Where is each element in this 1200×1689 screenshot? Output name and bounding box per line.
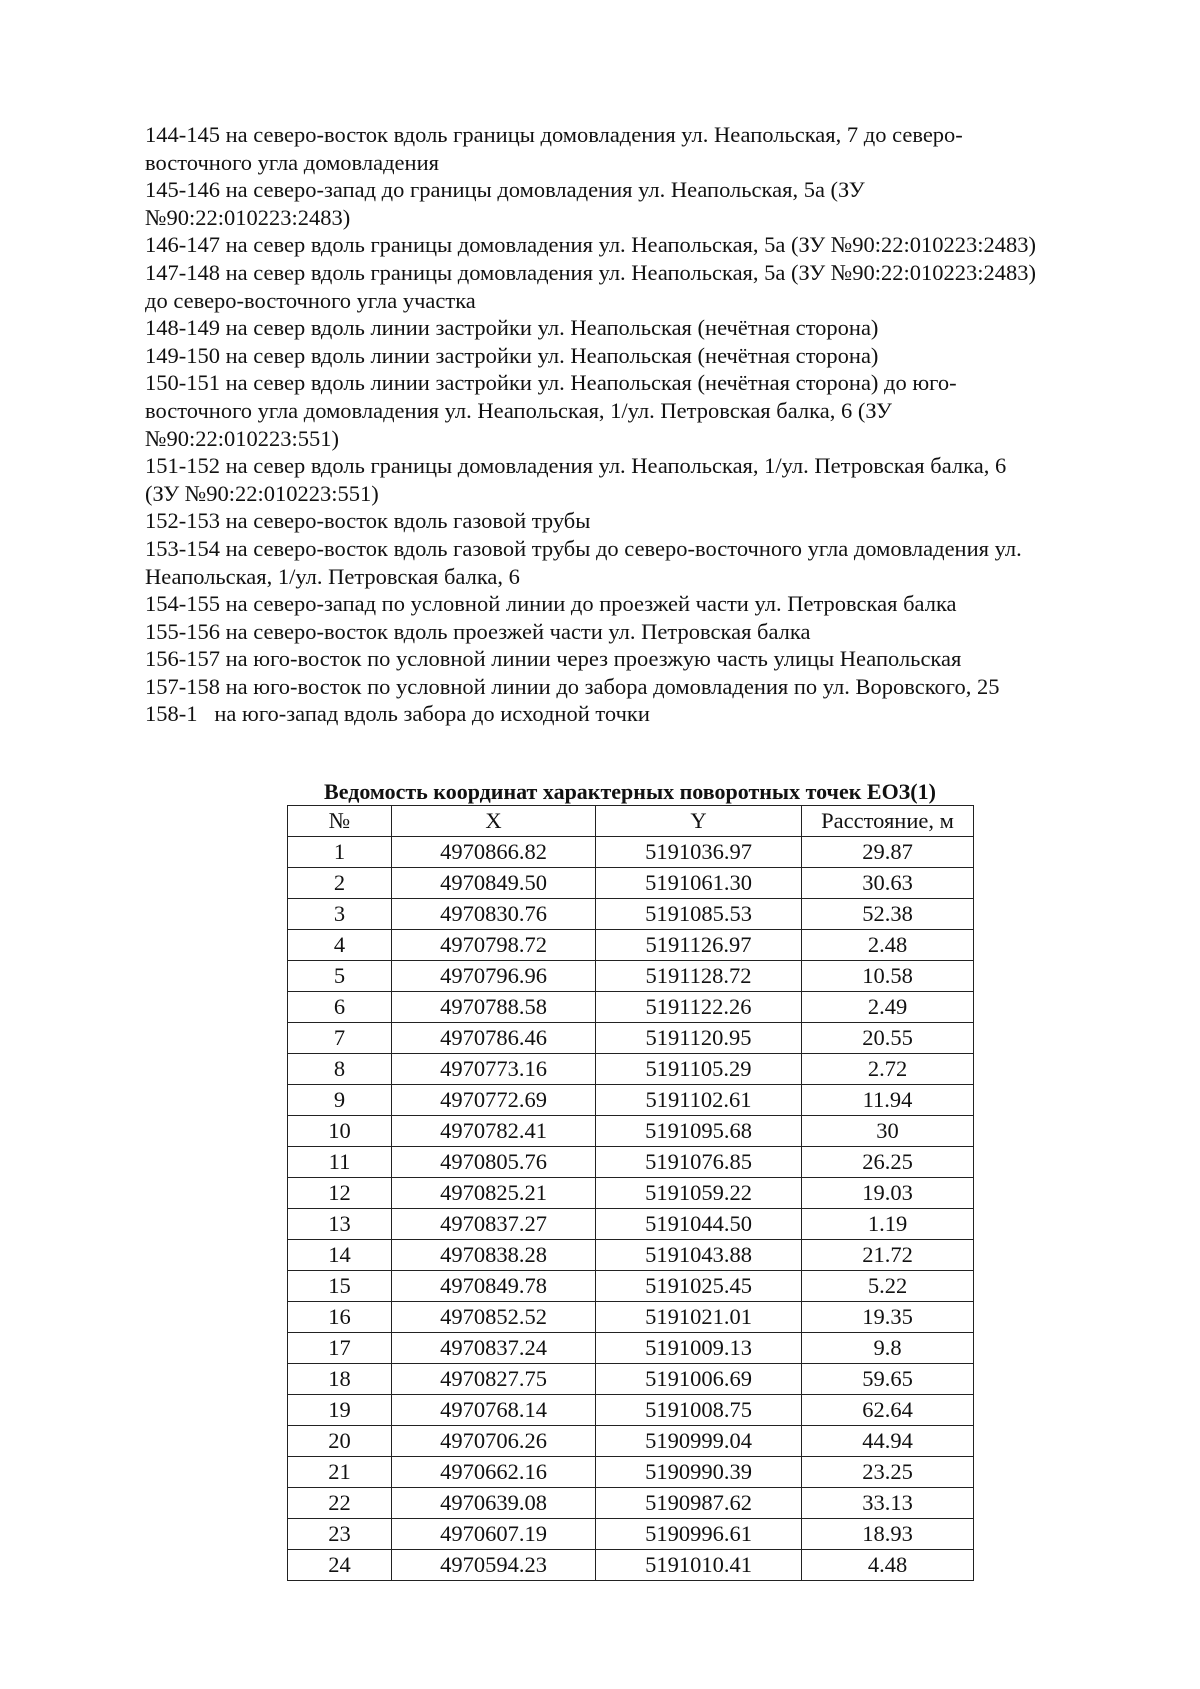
cell-number: 19 (288, 1395, 392, 1426)
cell-distance: 52.38 (802, 899, 974, 930)
cell-number: 10 (288, 1116, 392, 1147)
table-row (288, 1426, 974, 1457)
cell-x: 4970662.16 (392, 1457, 596, 1488)
cell-x: 4970837.27 (392, 1209, 596, 1240)
cell-distance: 62.64 (802, 1395, 974, 1426)
cell-y: 5191085.53 (596, 899, 802, 930)
cell-distance: 30 (802, 1116, 974, 1147)
table-row (288, 899, 974, 930)
cell-distance: 2.48 (802, 930, 974, 961)
cell-y: 5191059.22 (596, 1178, 802, 1209)
cell-x: 4970607.19 (392, 1519, 596, 1550)
cell-number: 6 (288, 992, 392, 1023)
cell-number: 16 (288, 1302, 392, 1333)
cell-distance: 10.58 (802, 961, 974, 992)
cell-distance: 33.13 (802, 1488, 974, 1519)
cell-distance: 30.63 (802, 868, 974, 899)
cell-number: 23 (288, 1519, 392, 1550)
table-row (288, 1147, 974, 1178)
description-line: до северо-восточного угла участка (145, 287, 476, 313)
cell-x: 4970798.72 (392, 930, 596, 961)
cell-distance: 19.03 (802, 1178, 974, 1209)
table-row (288, 1488, 974, 1519)
table-header-row (288, 806, 974, 837)
cell-distance: 2.72 (802, 1054, 974, 1085)
cell-x: 4970786.46 (392, 1023, 596, 1054)
cell-y: 5191076.85 (596, 1147, 802, 1178)
cell-number: 18 (288, 1364, 392, 1395)
table-row (288, 1054, 974, 1085)
table-row (288, 992, 974, 1023)
table-row (288, 868, 974, 899)
table-row (288, 1116, 974, 1147)
cell-x: 4970768.14 (392, 1395, 596, 1426)
cell-number: 12 (288, 1178, 392, 1209)
cell-x: 4970594.23 (392, 1550, 596, 1581)
coordinates-table (287, 805, 974, 1581)
cell-distance: 4.48 (802, 1550, 974, 1581)
cell-number: 3 (288, 899, 392, 930)
cell-y: 5191021.01 (596, 1302, 802, 1333)
cell-distance: 21.72 (802, 1240, 974, 1271)
cell-number: 14 (288, 1240, 392, 1271)
description-line: 151-152 на север вдоль границы домовладения ул. Неапольская, 1/ул. Петровская балка, 6 (145, 453, 1007, 479)
cell-number: 22 (288, 1488, 392, 1519)
cell-distance: 59.65 (802, 1364, 974, 1395)
description-line: (ЗУ №90:22:010223:551) (145, 480, 379, 506)
cell-distance: 29.87 (802, 837, 974, 868)
route-description (145, 121, 1125, 728)
cell-distance: 44.94 (802, 1426, 974, 1457)
table-row (288, 1271, 974, 1302)
cell-y: 5191006.69 (596, 1364, 802, 1395)
cell-distance: 11.94 (802, 1085, 974, 1116)
cell-x: 4970796.96 (392, 961, 596, 992)
cell-number: 4 (288, 930, 392, 961)
cell-distance: 20.55 (802, 1023, 974, 1054)
description-line: 145-146 на северо-запад до границы домовладения ул. Неапольская, 5а (ЗУ (145, 177, 865, 203)
cell-x: 4970773.16 (392, 1054, 596, 1085)
cell-y: 5191008.75 (596, 1395, 802, 1426)
description-line: 156-157 на юго-восток по условной линии через проезжую часть улицы Неапольская (145, 646, 962, 672)
table-row (288, 1395, 974, 1426)
cell-distance: 23.25 (802, 1457, 974, 1488)
cell-y: 5191095.68 (596, 1116, 802, 1147)
cell-number: 17 (288, 1333, 392, 1364)
description-line: 147-148 на север вдоль границы домовладения ул. Неапольская, 5а (ЗУ №90:22:010223:2483) (145, 259, 1036, 285)
cell-number: 5 (288, 961, 392, 992)
cell-x: 4970706.26 (392, 1426, 596, 1457)
cell-distance: 2.49 (802, 992, 974, 1023)
cell-distance: 5.22 (802, 1271, 974, 1302)
table-row (288, 1302, 974, 1333)
cell-x: 4970805.76 (392, 1147, 596, 1178)
cell-y: 5191120.95 (596, 1023, 802, 1054)
cell-distance: 26.25 (802, 1147, 974, 1178)
cell-y: 5190990.39 (596, 1457, 802, 1488)
table-row (288, 1240, 974, 1271)
cell-y: 5191102.61 (596, 1085, 802, 1116)
description-line: 157-158 на юго-восток по условной линии до забора домовладения по ул. Воровского, 25 (145, 673, 1000, 699)
cell-y: 5190999.04 (596, 1426, 802, 1457)
description-line: восточного угла домовладения ул. Неапольская, 1/ул. Петровская балка, 6 (ЗУ (145, 397, 892, 423)
table-row (288, 1209, 974, 1240)
cell-x: 4970849.78 (392, 1271, 596, 1302)
cell-y: 5191105.29 (596, 1054, 802, 1085)
table-row (288, 1333, 974, 1364)
description-line: восточного угла домовладения (145, 149, 439, 175)
cell-x: 4970837.24 (392, 1333, 596, 1364)
cell-x: 4970849.50 (392, 868, 596, 899)
cell-number: 7 (288, 1023, 392, 1054)
cell-number: 13 (288, 1209, 392, 1240)
cell-x: 4970788.58 (392, 992, 596, 1023)
coordinates-table-section (287, 778, 973, 1581)
cell-y: 5191126.97 (596, 930, 802, 961)
cell-x: 4970772.69 (392, 1085, 596, 1116)
cell-number: 15 (288, 1271, 392, 1302)
table-row (288, 1519, 974, 1550)
cell-y: 5191025.45 (596, 1271, 802, 1302)
cell-x: 4970827.75 (392, 1364, 596, 1395)
cell-number: 21 (288, 1457, 392, 1488)
cell-y: 5191010.41 (596, 1550, 802, 1581)
cell-y: 5191043.88 (596, 1240, 802, 1271)
table-row (288, 961, 974, 992)
cell-x: 4970838.28 (392, 1240, 596, 1271)
description-line: 154-155 на северо-запад по условной линии до проезжей части ул. Петровская балка (145, 591, 957, 617)
cell-number: 1 (288, 837, 392, 868)
description-line: 155-156 на северо-восток вдоль проезжей части ул. Петровская балка (145, 618, 811, 644)
cell-y: 5191061.30 (596, 868, 802, 899)
cell-y: 5191122.26 (596, 992, 802, 1023)
header-y: Y (596, 806, 802, 837)
cell-number: 24 (288, 1550, 392, 1581)
table-title: Ведомость координат характерных поворотных точек ЕОЗ(1) (324, 779, 936, 804)
table-row (288, 1085, 974, 1116)
cell-x: 4970830.76 (392, 899, 596, 930)
description-line: 146-147 на север вдоль границы домовладения ул. Неапольская, 5а (ЗУ №90:22:010223:2483) (145, 232, 1036, 258)
cell-y: 5191036.97 (596, 837, 802, 868)
description-line: 150-151 на север вдоль линии застройки ул. Неапольская (нечётная сторона) до юго- (145, 370, 957, 396)
cell-number: 20 (288, 1426, 392, 1457)
table-row (288, 1364, 974, 1395)
cell-x: 4970639.08 (392, 1488, 596, 1519)
cell-y: 5190987.62 (596, 1488, 802, 1519)
cell-distance: 9.8 (802, 1333, 974, 1364)
table-row (288, 1457, 974, 1488)
cell-y: 5190996.61 (596, 1519, 802, 1550)
cell-x: 4970825.21 (392, 1178, 596, 1209)
table-row (288, 837, 974, 868)
table-row (288, 1023, 974, 1054)
description-line: №90:22:010223:2483) (145, 204, 351, 230)
cell-number: 11 (288, 1147, 392, 1178)
cell-distance: 18.93 (802, 1519, 974, 1550)
table-row (288, 1550, 974, 1581)
header-distance: Расстояние, м (802, 806, 974, 837)
description-line: Неапольская, 1/ул. Петровская балка, 6 (145, 563, 520, 589)
cell-number: 2 (288, 868, 392, 899)
description-line: 153-154 на северо-восток вдоль газовой трубы до северо-восточного угла домовладения ул. (145, 535, 1022, 561)
description-line: 152-153 на северо-восток вдоль газовой трубы (145, 508, 591, 534)
cell-distance: 19.35 (802, 1302, 974, 1333)
description-line: 149-150 на север вдоль линии застройки ул. Неапольская (нечётная сторона) (145, 342, 879, 368)
table-row (288, 1178, 974, 1209)
cell-distance: 1.19 (802, 1209, 974, 1240)
cell-number: 8 (288, 1054, 392, 1085)
cell-x: 4970852.52 (392, 1302, 596, 1333)
description-line: 148-149 на север вдоль линии застройки ул. Неапольская (нечётная сторона) (145, 315, 879, 341)
cell-x: 4970782.41 (392, 1116, 596, 1147)
description-line: 144-145 на северо-восток вдоль границы домовладения ул. Неапольская, 7 до северо- (145, 122, 963, 147)
cell-y: 5191009.13 (596, 1333, 802, 1364)
description-line: 158-1 на юго-запад вдоль забора до исходной точки (145, 701, 650, 727)
cell-y: 5191128.72 (596, 961, 802, 992)
header-number: № (288, 806, 392, 837)
cell-y: 5191044.50 (596, 1209, 802, 1240)
cell-x: 4970866.82 (392, 837, 596, 868)
cell-number: 9 (288, 1085, 392, 1116)
header-x: X (392, 806, 596, 837)
description-line: №90:22:010223:551) (145, 425, 339, 451)
table-row (288, 930, 974, 961)
